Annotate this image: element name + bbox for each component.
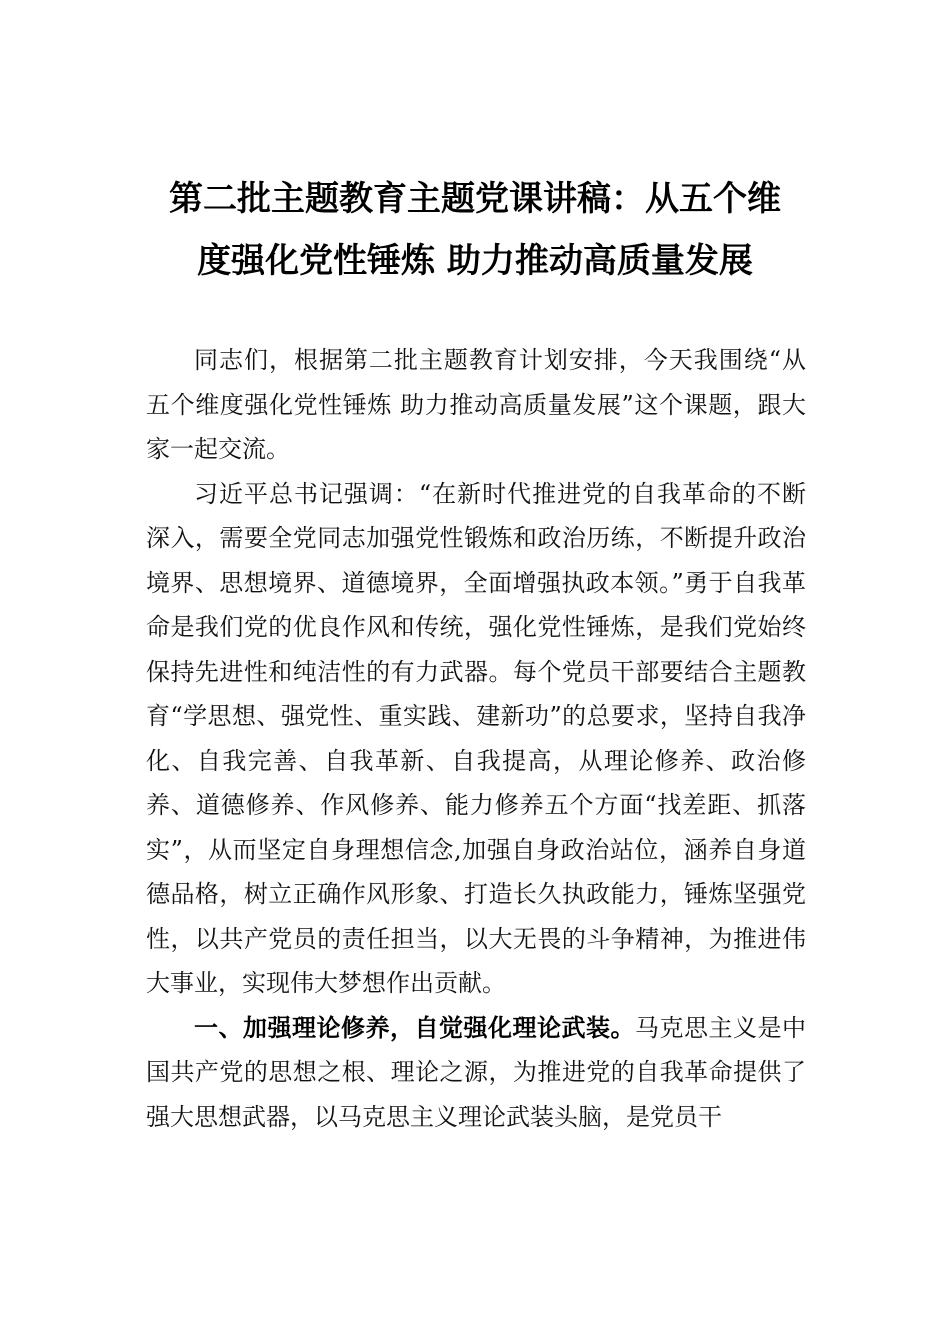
section-1-text: 马克思主义是中国共产党的思想之根、理论之源，为推进党的自我革命提供了强大思想武器，以马克思主义理论武装头脑，是党员干 [146, 1013, 806, 1131]
paragraph-quote: 习近平总书记强调：“在新时代推进党的自我革命的不断深入，需要全党同志加强党性锻炼和政治历练，不断提升政治境界、思想境界、道德境界，全面增强执政本领。”勇于自我革命是我们党的优良作风和传统，强化党性锤炼，是我们党始终保持先进性和纯洁性的有力武器。每个党员干部要结合主题教育“学思想、强党性、重实践、建新功”的总要求，坚持自我净化、自我完善、自我革新、自我提高，从理论修养、政治修养、道德修养、作风修养、能力修养五个方面“找差距、抓落实”，从而坚定自身理想信念,加强自身政治站位，涵养自身道德品格，树立正确作风形象、打造长久执政能力，锤炼坚强党性，以共产党员的责任担当，以大无畏的斗争精神，为推进伟大事业，实现伟大梦想作出贡献。 [146, 479, 806, 997]
title-line-1: 第二批主题教育主题党课讲稿：从五个维 [169, 179, 781, 219]
section-1-paragraph [146, 1006, 806, 1140]
section-1-heading: 一、加强理论修养，自觉强化理论武装。 [194, 1012, 635, 1042]
title-line-2: 度强化党性锤炼 助力推动高质量发展 [197, 241, 753, 281]
document-title [120, 168, 830, 292]
paragraph-opening: 同志们，根据第二批主题教育计划安排，今天我围绕“从五个维度强化党性锤炼 助力推动高质量发展”这个课题，跟大家一起交流。 [146, 346, 806, 463]
document-body [146, 338, 806, 1139]
